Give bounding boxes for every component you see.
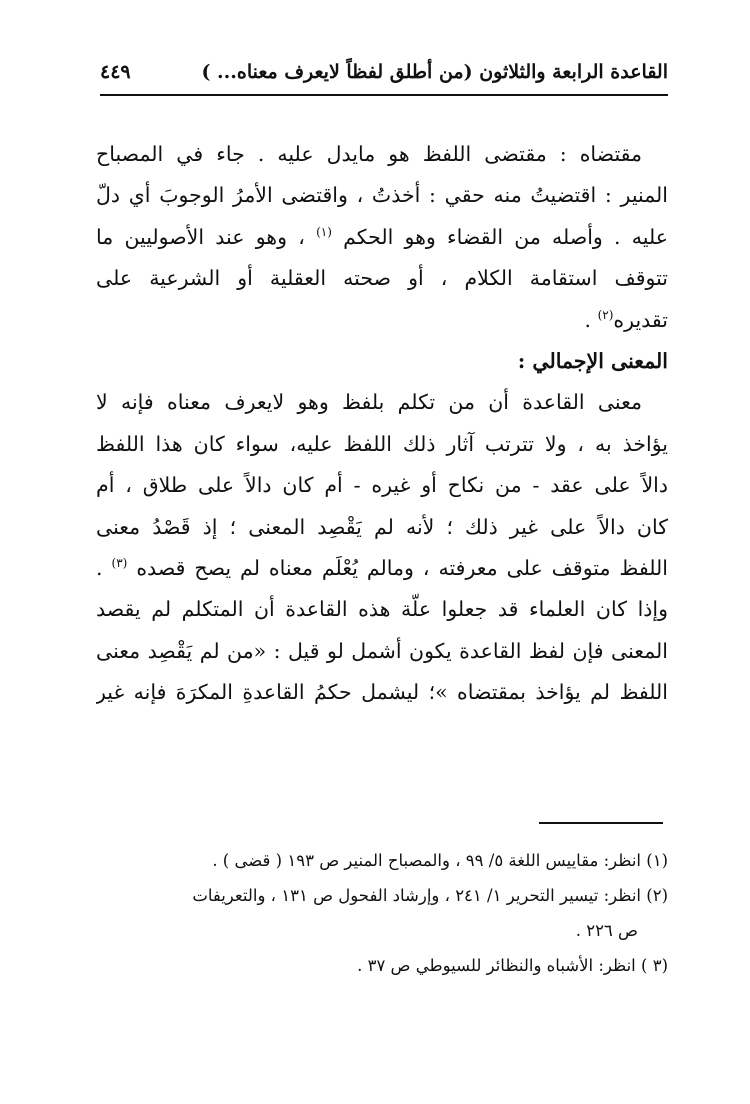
section-heading: المعنى الإجمالي : bbox=[517, 348, 668, 373]
page-number: ٤٤٩ bbox=[100, 61, 131, 83]
text-segment: عليه . وأصله من القضاء وهو الحكم bbox=[343, 224, 668, 249]
text-line: دالاً على عقد - من نكاح أو غيره - أم كان دالاً على طلاق ، أم bbox=[96, 473, 668, 498]
text-line: مقتضاه : مقتضى اللفظ هو مايدل عليه . جاء في المصباح bbox=[96, 142, 642, 166]
text-segment: تقديره bbox=[613, 307, 668, 332]
text-line: معنى القاعدة أن من تكلم بلفظ وهو لايعرف معناه فإنه لا bbox=[96, 390, 642, 415]
text-segment: اللفظ متوقف على معرفته ، ومالم يُعْلَم معناه لم يصح قصده bbox=[136, 555, 668, 580]
text-line: المنير : اقتضيتُ منه حقي : أخذتُ ، واقتضى الأمرُ الوجوبَ أي دلّ bbox=[96, 183, 668, 208]
footnote-marker: (٣) bbox=[111, 556, 128, 571]
text-line: المعنى فإن لفظ القاعدة يكون أشمل لو قيل : «من لم يَقْصِد معنى bbox=[96, 638, 668, 663]
text-segment: . bbox=[584, 307, 598, 332]
text-line bbox=[96, 300, 668, 341]
text-line bbox=[96, 548, 668, 589]
main-text bbox=[96, 134, 668, 713]
footnote: (٢) انظر: تيسير التحرير ١/ ٢٤١ ، وإرشاد الفحول ص ١٣١ ، والتعريفات bbox=[192, 886, 668, 905]
text-line: يؤاخذ به ، ولا تترتب آثار ذلك اللفظ عليه، سواء كان هذا اللفظ bbox=[96, 431, 668, 456]
text-line: تتوقف استقامة الكلام ، أو صحته العقلية أو الشرعية على bbox=[96, 266, 668, 291]
footnote: (١) انظر: مقاييس اللغة ٥/ ٩٩ ، والمصباح المنير ص ١٩٣ ( قضى ) . bbox=[212, 851, 668, 870]
footnote-separator bbox=[539, 822, 663, 824]
header-rule bbox=[100, 94, 668, 96]
header-title: القاعدة الرابعة والثلاثون (من أطلق لفظاً لايعرف معناه... ) bbox=[201, 61, 668, 83]
text-segment: . bbox=[96, 555, 112, 580]
footnote: (٣ ) انظر: الأشباه والنظائر للسيوطي ص ٣٧ . bbox=[357, 956, 668, 975]
footnote-marker: (١) bbox=[316, 224, 332, 239]
running-header bbox=[100, 52, 668, 92]
text-segment: ، وهو عند الأصوليين ما bbox=[96, 224, 317, 249]
footnote-continuation: ص ٢٢٦ . bbox=[575, 921, 638, 940]
footnotes bbox=[96, 843, 668, 983]
footnote-marker: (٢) bbox=[597, 307, 614, 322]
text-line: كان دالاً على غير ذلك ؛ لأنه لم يَقْصِد المعنى ؛ إذ قَصْدُ معنى bbox=[96, 514, 668, 539]
text-line: اللفظ لم يؤاخذ بمقتضاه »؛ ليشمل حكمُ القاعدةِ المكرَهَ فإنه غير bbox=[96, 680, 668, 705]
text-line: وإذا كان العلماء قد جعلوا علّة هذه القاعدة أن المتكلم لم يقصد bbox=[96, 597, 668, 622]
text-line bbox=[96, 217, 668, 258]
